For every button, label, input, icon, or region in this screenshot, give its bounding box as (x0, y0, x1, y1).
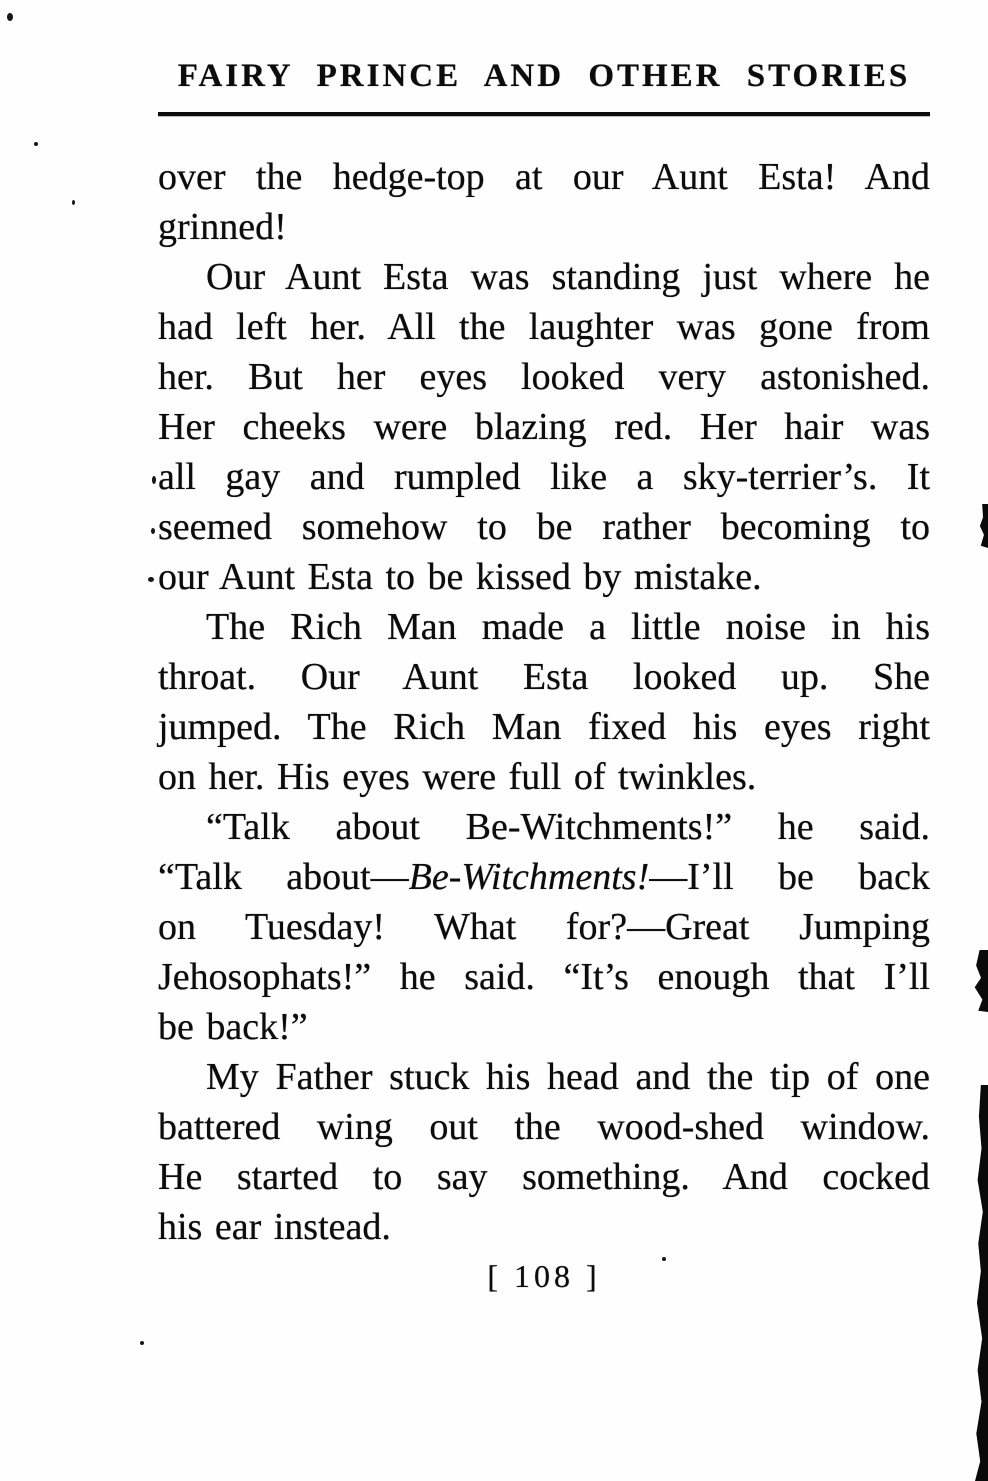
text-segment: My Father stuck his head and the tip of one (206, 1056, 930, 1098)
text-segment: his ear instead. (158, 1206, 391, 1248)
text-segment: “Talk about— (158, 856, 409, 898)
scan-speck (151, 528, 155, 534)
text-segment: grinned! (158, 206, 287, 248)
text-line (158, 402, 930, 452)
text-segment: throat. Our Aunt Esta looked up. She (158, 656, 930, 698)
text-line (158, 602, 930, 652)
text-segment: our Aunt Esta to be kissed by mistake. (158, 556, 762, 598)
text-segment: He started to say something. And cocked (158, 1156, 930, 1198)
scan-speck (662, 1257, 666, 1261)
scan-artifact-right-band (975, 1085, 988, 1481)
text-line (158, 202, 930, 252)
scan-artifact-right-blob (974, 950, 988, 1012)
text-segment: on Tuesday! What for?—Great Jumping (158, 906, 930, 948)
text-segment: battered wing out the wood-shed window. (158, 1106, 930, 1148)
text-line (158, 752, 930, 802)
text-line (158, 952, 930, 1002)
text-line (158, 302, 930, 352)
text-line (158, 852, 930, 902)
scan-speck (148, 577, 154, 582)
text-segment: all gay and rumpled like a sky-terrier’s. It (158, 456, 930, 498)
text-line (158, 152, 930, 202)
text-line (158, 1102, 930, 1152)
text-block (158, 152, 930, 1252)
text-segment: “Talk about Be-Witchments!” he said. (206, 806, 930, 848)
text-line (158, 702, 930, 752)
scan-artifact-right-streak (979, 504, 988, 548)
text-segment: seemed somehow to be rather becoming to (158, 506, 930, 548)
page-number: [ 108 ] (487, 1258, 601, 1294)
text-line (158, 552, 930, 602)
text-line (158, 1002, 930, 1052)
text-line (158, 802, 930, 852)
text-line (158, 1202, 930, 1252)
text-segment: Jehosophats!” he said. “It’s enough that I’ll (158, 956, 930, 998)
scan-speck (72, 200, 75, 205)
scan-speck (152, 476, 156, 484)
scan-speck (140, 1341, 144, 1345)
text-segment: jumped. The Rich Man fixed his eyes right (158, 706, 930, 748)
text-segment: Her cheeks were blazing red. Her hair was (158, 406, 930, 448)
text-segment: her. But her eyes looked very astonished. (158, 356, 930, 398)
text-line (158, 1052, 930, 1102)
text-segment: The Rich Man made a little noise in his (206, 606, 930, 648)
italic-text-segment: Be-Witchments! (408, 856, 650, 898)
text-segment: had left her. All the laughter was gone from (158, 306, 930, 348)
text-line (158, 1152, 930, 1202)
running-header: FAIRY PRINCE AND OTHER STORIES (177, 58, 911, 94)
text-line (158, 502, 930, 552)
text-segment: be back!” (158, 1006, 308, 1048)
text-segment: Our Aunt Esta was standing just where he (206, 256, 930, 298)
text-line (158, 652, 930, 702)
text-line (158, 452, 930, 502)
text-segment: over the hedge-top at our Aunt Esta! And (158, 156, 930, 198)
scan-speck (34, 142, 38, 146)
header-rule (158, 112, 930, 116)
scan-speck (7, 13, 13, 21)
text-segment: on her. His eyes were full of twinkles. (158, 756, 757, 798)
text-line (158, 352, 930, 402)
text-segment: —I’ll be back (649, 856, 930, 898)
text-line (158, 252, 930, 302)
page-content (158, 58, 930, 1295)
text-line (158, 902, 930, 952)
